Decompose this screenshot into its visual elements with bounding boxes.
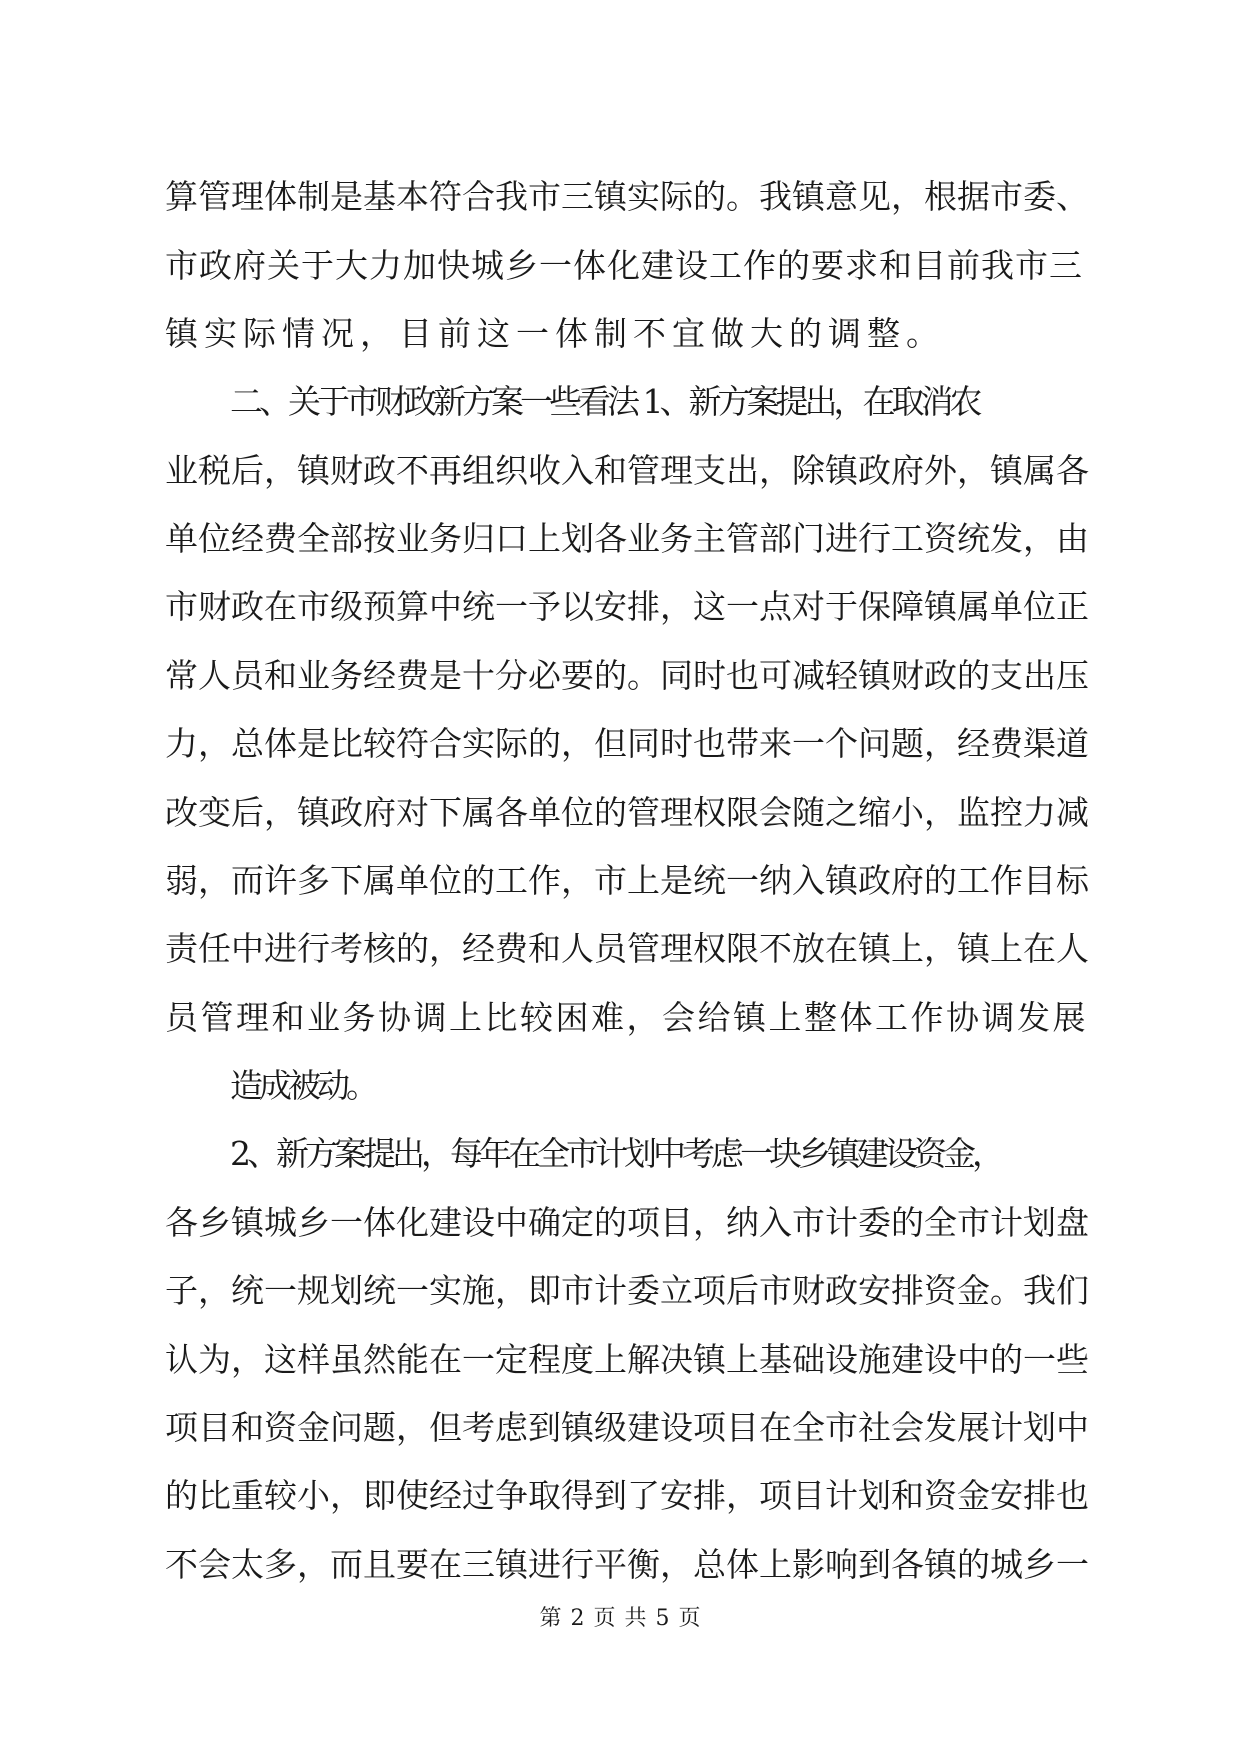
text-line: 各乡镇城乡一体化建设中确定的项目，纳入市计委的全市计划盘 bbox=[165, 1203, 1089, 1242]
text-line: 二、关于市财政新方案一些看法 1、新方案提出，在取消农 bbox=[230, 382, 979, 421]
text-line: 镇实际情况，目前这一体制不宜做大的调整。 bbox=[165, 314, 945, 353]
text-line: 市政府关于大力加快城乡一体化建设工作的要求和目前我市三 bbox=[165, 246, 1083, 285]
text-line: 业税后，镇财政不再组织收入和管理支出，除镇政府外，镇属各 bbox=[165, 451, 1089, 490]
text-line: 常人员和业务经费是十分必要的。同时也可减轻镇财政的支出压 bbox=[165, 656, 1089, 695]
page-number-footer: 第 2 页 共 5 页 bbox=[539, 1606, 702, 1631]
text-line: 项目和资金问题，但考虑到镇级建设项目在全市社会发展计划中 bbox=[165, 1408, 1089, 1447]
text-line: 市财政在市级预算中统一予以安排，这一点对于保障镇属单位正 bbox=[165, 587, 1089, 626]
text-line: 造成被动。 bbox=[230, 1066, 375, 1105]
text-line: 员管理和业务协调上比较困难，会给镇上整体工作协调发展 bbox=[165, 998, 1088, 1037]
text-line: 不会太多，而且要在三镇进行平衡，总体上影响到各镇的城乡一 bbox=[165, 1545, 1089, 1584]
text-line: 单位经费全部按业务归口上划各业务主管部门进行工资统发，由 bbox=[165, 519, 1089, 558]
text-line: 算管理体制是基本符合我市三镇实际的。我镇意见，根据市委、 bbox=[165, 177, 1089, 216]
text-line: 责任中进行考核的，经费和人员管理权限不放在镇上，镇上在人 bbox=[165, 929, 1089, 968]
text-line: 力，总体是比较符合实际的，但同时也带来一个问题，经费渠道 bbox=[165, 724, 1089, 763]
text-line: 子，统一规划统一实施，即市计委立项后市财政安排资金。我们 bbox=[165, 1271, 1089, 1310]
text-line: 认为，这样虽然能在一定程度上解决镇上基础设施建设中的一些 bbox=[165, 1340, 1089, 1379]
text-line: 2、新方案提出，每年在全市计划中考虑一块乡镇建设资金， bbox=[230, 1134, 1001, 1173]
text-line: 的比重较小，即使经过争取得到了安排，项目计划和资金安排也 bbox=[165, 1476, 1089, 1515]
text-line: 改变后，镇政府对下属各单位的管理权限会随之缩小，监控力减 bbox=[165, 793, 1089, 832]
text-line: 弱，而许多下属单位的工作，市上是统一纳入镇政府的工作目标 bbox=[165, 861, 1089, 900]
